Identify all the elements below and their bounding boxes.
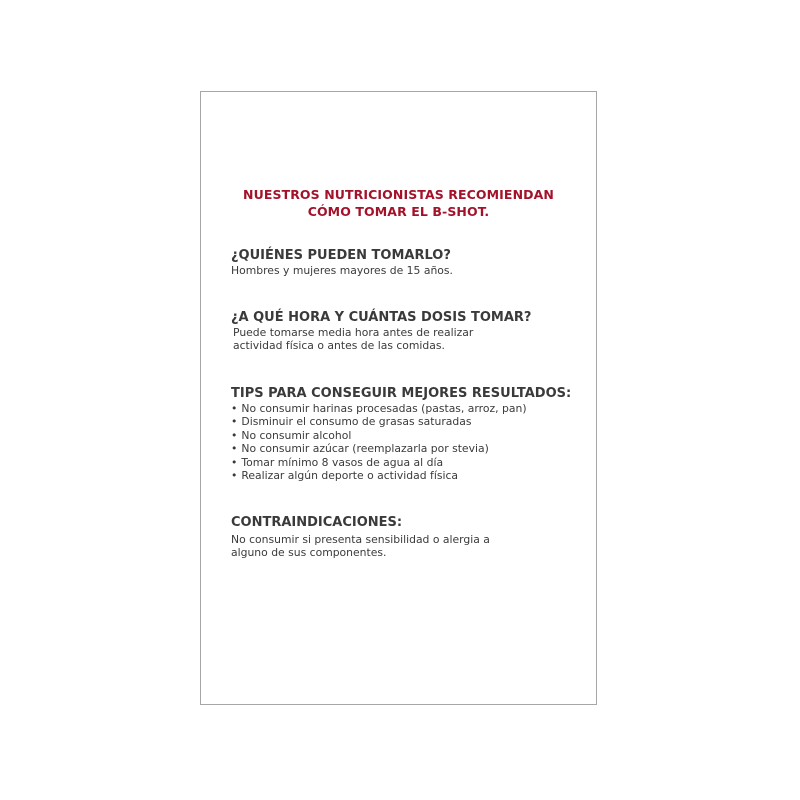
tips-heading: TIPS PARA CONSEGUIR MEJORES RESULTADOS: <box>231 386 572 401</box>
info-card <box>200 91 597 705</box>
bullet-icon: • <box>231 415 238 429</box>
contra-heading: CONTRAINDICACIONES: <box>231 515 403 530</box>
list-item: • Realizar algún deporte o actividad física <box>231 469 459 483</box>
when-heading: ¿A QUÉ HORA Y CUÁNTAS DOSIS TOMAR? <box>231 310 532 325</box>
list-item: • No consumir alcohol <box>231 428 352 442</box>
list-item: • No consumir azúcar (reemplazarla por stevia) <box>231 442 489 456</box>
bullet-icon: • <box>231 428 238 442</box>
who-text <box>231 264 576 277</box>
when-text-line-2: actividad física o antes de las comidas. <box>233 339 445 352</box>
contra-text-line-2: alguno de sus componentes. <box>231 546 387 559</box>
title-line-1: NUESTROS NUTRICIONISTAS RECOMIENDAN <box>243 187 554 202</box>
bullet-icon: • <box>231 442 238 456</box>
tips-section <box>231 385 576 482</box>
list-item: • No consumir harinas procesadas (pastas, arroz, pan) <box>231 402 527 415</box>
who-heading: ¿QUIÉNES PUEDEN TOMARLO? <box>231 248 451 263</box>
who-text-line: Hombres y mujeres mayores de 15 años. <box>231 264 453 277</box>
bullet-icon: • <box>231 402 238 415</box>
when-text-line-1: Puede tomarse media hora antes de realizar <box>233 326 474 339</box>
contra-section <box>231 514 576 559</box>
bullet-icon: • <box>231 469 238 483</box>
when-text <box>231 326 576 352</box>
tips-list <box>231 402 576 482</box>
contra-text <box>231 533 576 559</box>
contra-text-line-1: No consumir si presenta sensibilidad o alergia a <box>231 533 490 546</box>
bullet-icon: • <box>231 455 238 469</box>
list-item: • Tomar mínimo 8 vasos de agua al día <box>231 455 444 469</box>
when-section <box>231 309 576 352</box>
who-section <box>231 247 576 277</box>
list-item: • Disminuir el consumo de grasas saturadas <box>231 415 472 429</box>
title-line-2: CÓMO TOMAR EL B-SHOT. <box>307 204 490 219</box>
card-title <box>201 186 596 220</box>
